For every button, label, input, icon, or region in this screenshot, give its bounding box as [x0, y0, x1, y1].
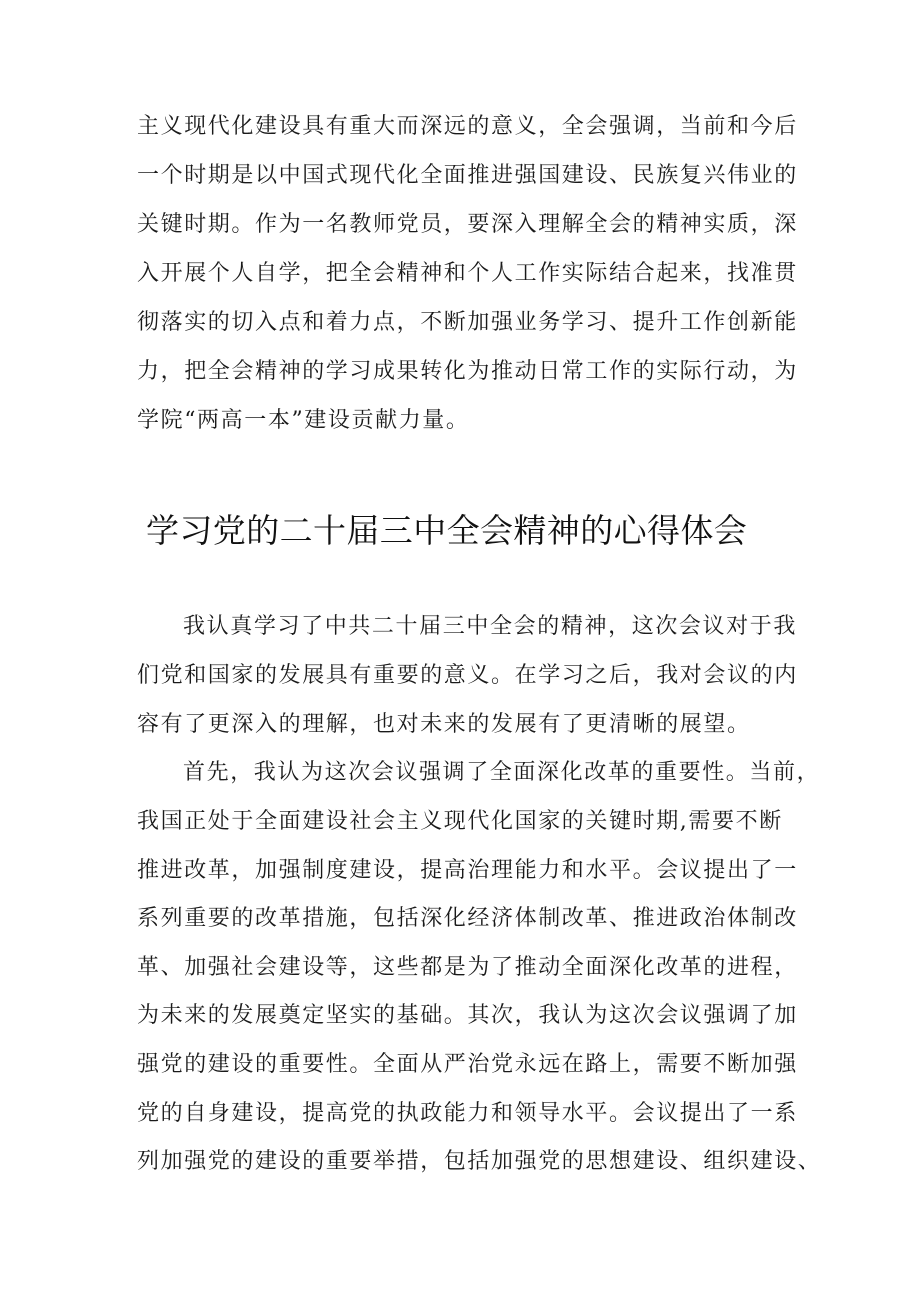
paragraph-line: 力，把全会精神的学习成果转化为推动日常工作的实际行动，为	[137, 359, 798, 384]
article-title: 学习党的二十届三中全会精神的心得体会	[146, 511, 748, 550]
paragraph-line: 革、加强社会建设等，这些都是为了推动全面深化改革的进程，	[137, 955, 798, 980]
paragraph-line: 为未来的发展奠定坚实的基础。其次，我认为这次会议强调了加	[137, 1003, 798, 1028]
paragraph-line: 一个时期是以中国式现代化全面推进强国建设、民族复兴伟业的	[137, 163, 798, 188]
paragraph-line: 推进改革，加强制度建设，提高治理能力和水平。会议提出了一	[137, 858, 798, 883]
paragraph-line: 学院“两高一本”建设贡献力量。	[137, 408, 470, 433]
paragraph-line: 容有了更深入的理解，也对未来的发展有了更清晰的展望。	[137, 712, 751, 737]
paragraph-line: 列加强党的建设的重要举措，包括加强党的思想建设、组织建设、	[137, 1149, 822, 1174]
paragraph-line: 我国正处于全面建设社会主义现代化国家的关键时期,需要不断	[137, 809, 783, 834]
paragraph-line: 我认真学习了中共二十届三中全会的精神，这次会议对于我	[183, 614, 797, 639]
paragraph-line: 系列重要的改革措施，包括深化经济体制改革、推进政治体制改	[137, 906, 798, 931]
paragraph-line: 入开展个人自学，把全会精神和个人工作实际结合起来，找准贯	[137, 261, 798, 286]
paragraph-line: 首先，我认为这次会议强调了全面深化改革的重要性。当前，	[183, 760, 821, 785]
paragraph-line: 们党和国家的发展具有重要的意义。在学习之后，我对会议的内	[137, 663, 798, 688]
paragraph-line: 主义现代化建设具有重大而深远的意义，全会强调，当前和今后	[137, 114, 798, 139]
paragraph-line: 党的自身建设，提高党的执政能力和领导水平。会议提出了一系	[137, 1101, 798, 1126]
paragraph-line: 彻落实的切入点和着力点，不断加强业务学习、提升工作创新能	[137, 310, 798, 335]
paragraph-line: 强党的建设的重要性。全面从严治党永远在路上，需要不断加强	[137, 1052, 798, 1077]
paragraph-line: 关键时期。作为一名教师党员，要深入理解全会的精神实质，深	[137, 212, 798, 237]
